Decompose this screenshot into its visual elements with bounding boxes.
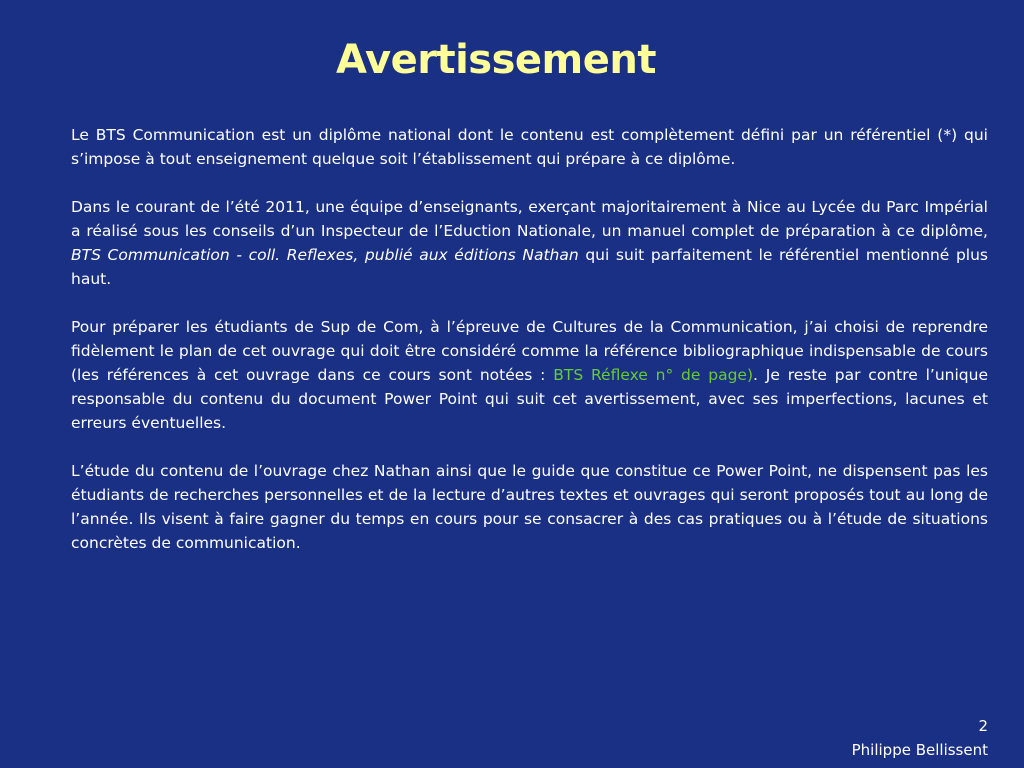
author-name: Philippe Bellissent (851, 741, 988, 759)
book-reference-italic: BTS Communication - coll. Reflexes, publié aux éditions Nathan (71, 246, 579, 264)
paragraph-study (71, 459, 988, 555)
page-number: 2 (978, 717, 988, 735)
paragraph-preparation-text-start: Pour préparer les étudiants de Sup de Com, à l’épreuve de Cultures de la Communication, j’ai choisi de reprendre fidèlement le plan de cet ouvrage qui doit être considéré comme la référence bibliographique indispensable de cours (les références à cet ouvrage dans ce cours sont notées : (71, 318, 988, 384)
slide-footer (852, 714, 988, 762)
slide-body (71, 123, 988, 579)
reference-notation: BTS Réflexe n° de page) (553, 366, 754, 384)
paragraph-intro (71, 123, 988, 171)
slide-title: Avertissement (336, 37, 656, 83)
paragraph-preparation-text-end: . Je reste par contre l’unique responsable du contenu du document Power Point qui suit cet avertissement, avec ses imperfections, lacunes et erreurs éventuelles. (71, 366, 988, 432)
paragraph-manual (71, 195, 988, 291)
paragraph-study-text: L’étude du contenu de l’ouvrage chez Nathan ainsi que le guide que constitue ce Power Point, ne dispensent pas les étudiants de recherches personnelles et de la lecture d’autres textes et ouvrages qui seront proposés tout au long de l’année. Ils visent à faire gagner du temps en cours pour se consacrer à des cas pratiques ou à l’étude de situations concrètes de communication. (71, 462, 988, 552)
paragraph-manual-text-start: Dans le courant de l’été 2011, une équipe d’enseignants, exerçant majoritairement à Nice au Lycée du Parc Impérial a réalisé sous les conseils d’un Inspecteur de l’Eduction Nationale, un manuel complet de préparation à ce diplôme, (71, 198, 988, 240)
paragraph-preparation (71, 315, 988, 435)
paragraph-intro-text: Le BTS Communication est un diplôme national dont le contenu est complètement défini par un référentiel (*) qui s’impose à tout enseignement quelque soit l’établissement qui prépare à ce diplôme. (71, 126, 988, 168)
paragraph-manual-text-end: qui suit parfaitement le référentiel mentionné plus haut. (71, 246, 989, 288)
